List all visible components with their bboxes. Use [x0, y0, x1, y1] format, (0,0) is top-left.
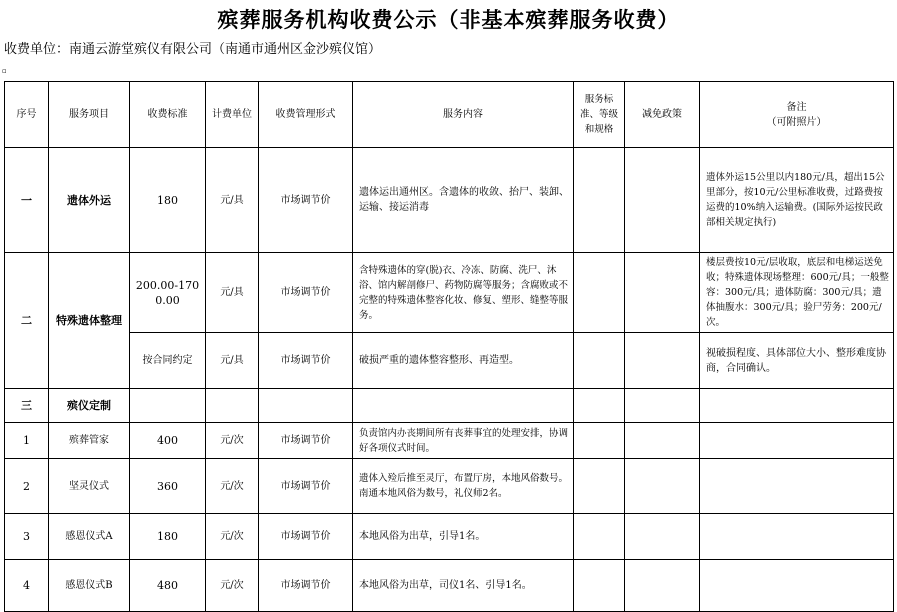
row-unit: 元/次 [206, 459, 259, 514]
row-standard: 360 [130, 459, 206, 514]
page-title: 殡葬服务机构收费公示（非基本殡葬服务收费） [217, 7, 680, 32]
row-unit [206, 389, 259, 423]
row-mgmt: 市场调节价 [259, 459, 353, 514]
row-index: 一 [5, 148, 49, 253]
row-spec [574, 514, 625, 560]
row-index: 2 [5, 459, 49, 514]
table-row [5, 333, 894, 389]
row-content: 负责馆内办丧期间所有丧葬事宜的处理安排，协调好各项仪式时间。 [353, 423, 574, 459]
row-unit: 元/具 [206, 333, 259, 389]
cell-marker-icon: ▫ [2, 67, 7, 75]
row-item: 坚灵仪式 [49, 459, 130, 514]
row-spec [574, 459, 625, 514]
row-unit: 元/次 [206, 514, 259, 560]
row-mgmt: 市场调节价 [259, 514, 353, 560]
row-standard: 400 [130, 423, 206, 459]
row-remark [700, 423, 894, 459]
row-discount [625, 333, 700, 389]
row-discount [625, 459, 700, 514]
row-mgmt: 市场调节价 [259, 423, 353, 459]
row-index: 4 [5, 560, 49, 612]
header-remark-subtitle: （可附照片） [766, 116, 827, 128]
row-remark [700, 560, 894, 612]
row-remark [700, 459, 894, 514]
header-unit: 计费单位 [206, 82, 259, 148]
table-row [5, 389, 894, 423]
row-remark: 遗体外运15公里以内180元/具，超出15公里部分，按10元/公里标准收费，过路费按运费的10%纳入运输费。(国际外运按民政部相关规定执行) [700, 148, 894, 253]
row-item: 感恩仪式B [49, 560, 130, 612]
row-spec [574, 333, 625, 389]
table-header-row [5, 82, 894, 148]
row-discount [625, 560, 700, 612]
row-content: 本地风俗为出草，引导1名。 [353, 514, 574, 560]
row-remark: 视破损程度、具体部位大小、整形难度协商，合同确认。 [700, 333, 894, 389]
table-row [5, 253, 894, 333]
row-item: 感恩仪式A [49, 514, 130, 560]
header-mgmt: 收费管理形式 [259, 82, 353, 148]
row-index: 三 [5, 389, 49, 423]
row-index: 3 [5, 514, 49, 560]
row-mgmt [259, 389, 353, 423]
header-remark-title: 备注 [786, 101, 807, 113]
header-index: 序号 [5, 82, 49, 148]
row-item: 殡葬管家 [49, 423, 130, 459]
row-spec [574, 423, 625, 459]
row-content: 遗体入殓后推至灵厅，布置厅房，本地风俗数号。南通本地风俗为数号，礼仪师2名。 [353, 459, 574, 514]
row-remark: 楼层费按10元/层收取，底层和电梯运送免收；特殊遗体现场整理：600元/具；一般整容：300元/具；遗体防腐：300元/具；遗体抽腹水：300元/具；验尸劳务：200元/次。 [700, 253, 894, 333]
table-row [5, 459, 894, 514]
row-discount [625, 148, 700, 253]
row-content: 遗体运出通州区。含遗体的收敛、抬尸、装卸、运输、接运消毒 [353, 148, 574, 253]
row-unit: 元/次 [206, 423, 259, 459]
row-spec [574, 560, 625, 612]
row-spec [574, 253, 625, 333]
row-standard: 180 [130, 148, 206, 253]
row-discount [625, 389, 700, 423]
table-row [5, 423, 894, 459]
row-unit: 元/具 [206, 253, 259, 333]
row-spec [574, 389, 625, 423]
header-content: 服务内容 [353, 82, 574, 148]
fee-unit-label: 收费单位：南通云游堂殡仪有限公司（南通市通州区金沙殡仪馆） [4, 42, 382, 57]
row-content: 破损严重的遗体整容整形、再造型。 [353, 333, 574, 389]
row-item: 遗体外运 [49, 148, 130, 253]
header-standard: 收费标准 [130, 82, 206, 148]
row-remark [700, 514, 894, 560]
row-remark [700, 389, 894, 423]
row-index: 二 [5, 253, 49, 389]
row-item: 殡仪定制 [49, 389, 130, 423]
row-discount [625, 423, 700, 459]
header-discount: 减免政策 [625, 82, 700, 148]
row-standard: 480 [130, 560, 206, 612]
row-mgmt: 市场调节价 [259, 333, 353, 389]
header-spec: 服务标准、等级和规格 [574, 82, 625, 148]
header-item: 服务项目 [49, 82, 130, 148]
row-standard [130, 389, 206, 423]
row-discount [625, 514, 700, 560]
row-content: 含特殊遗体的穿(脱)衣、冷冻、防腐、洗尸、沐浴、馆内解剖修尸、药物防腐等服务；含腐败或不完整的特殊遗体整容化妆、修复、塑形、缝整等服务。 [353, 253, 574, 333]
row-mgmt: 市场调节价 [259, 560, 353, 612]
row-spec [574, 148, 625, 253]
row-standard: 按合同约定 [130, 333, 206, 389]
row-standard: 200.00-1700.00 [130, 253, 206, 333]
row-discount [625, 253, 700, 333]
row-item: 特殊遗体整理 [49, 253, 130, 389]
table-row [5, 514, 894, 560]
row-standard: 180 [130, 514, 206, 560]
table-row [5, 560, 894, 612]
table-row [5, 148, 894, 253]
row-unit: 元/次 [206, 560, 259, 612]
fee-table [4, 81, 894, 612]
row-content [353, 389, 574, 423]
row-unit: 元/具 [206, 148, 259, 253]
header-remark [700, 82, 894, 148]
row-content: 本地风俗为出草，司仪1名、引导1名。 [353, 560, 574, 612]
row-mgmt: 市场调节价 [259, 148, 353, 253]
row-index: 1 [5, 423, 49, 459]
row-mgmt: 市场调节价 [259, 253, 353, 333]
